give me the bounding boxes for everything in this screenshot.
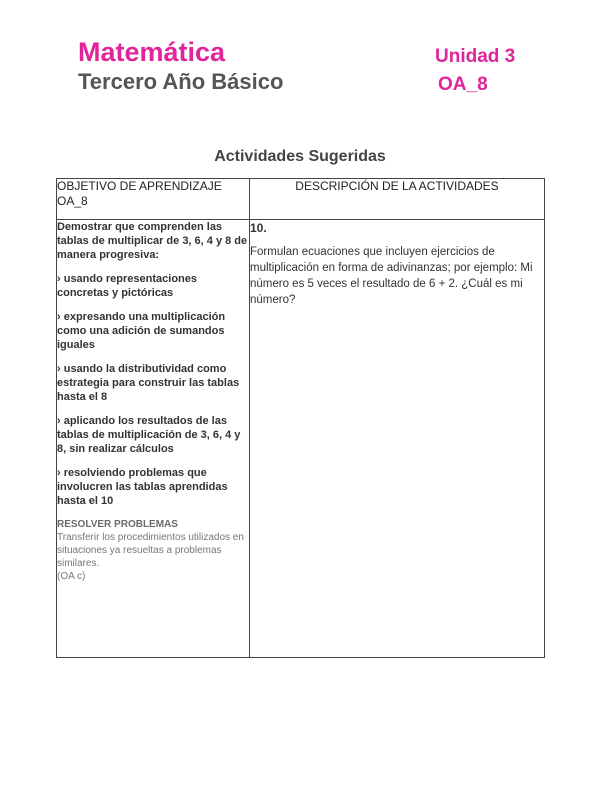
subject-title: Matemática xyxy=(78,37,226,67)
objective-item: › usando la distributividad como estrategia para construir las tablas hasta el 8 xyxy=(57,363,240,403)
objective-item: › aplicando los resultados de las tablas de multiplicación de 3, 6, 4 y 8, sin realizar cálculos xyxy=(57,415,241,455)
activity-text: Formulan ecuaciones que incluyen ejercicios de multiplicación en forma de adivinanzas; por ejemplo: Mi número es 5 veces el resultado de 6 + 2. ¿Cuál es mi número? xyxy=(250,246,533,306)
description-header: DESCRIPCIÓN DE LA ACTIVIDADES xyxy=(250,179,545,220)
activity-number: 10. xyxy=(250,221,267,235)
table-header-row xyxy=(57,179,545,220)
skill-title: RESOLVER PROBLEMAS xyxy=(57,519,178,530)
skill-text: Transferir los procedimientos utilizados en situaciones ya resueltas a problemas similares. xyxy=(57,532,244,569)
objective-item: › resolviendo problemas que involucren las tablas aprendidas hasta el 10 xyxy=(57,467,228,507)
skill-code: (OA c) xyxy=(57,571,86,582)
objective-item: › expresando una multiplicación como una adición de sumandos iguales xyxy=(57,311,226,351)
objective-item: › usando representaciones concretas y pictóricas xyxy=(57,273,197,299)
grade-title: Tercero Año Básico xyxy=(78,69,284,94)
table-row xyxy=(57,220,545,658)
description-cell xyxy=(250,220,545,658)
skill-block xyxy=(57,518,249,583)
oa-label: OA_8 xyxy=(438,74,488,95)
activities-table xyxy=(56,178,545,658)
unit-label: Unidad 3 xyxy=(435,46,516,67)
objective-header: OBJETIVO DE APRENDIZAJE OA_8 xyxy=(57,179,250,220)
objective-intro: Demostrar que comprenden las tablas de multiplicar de 3, 6, 4 y 8 de manera progresiva: xyxy=(57,221,248,261)
objective-cell xyxy=(57,220,250,658)
section-title: Actividades Sugeridas xyxy=(214,148,386,165)
